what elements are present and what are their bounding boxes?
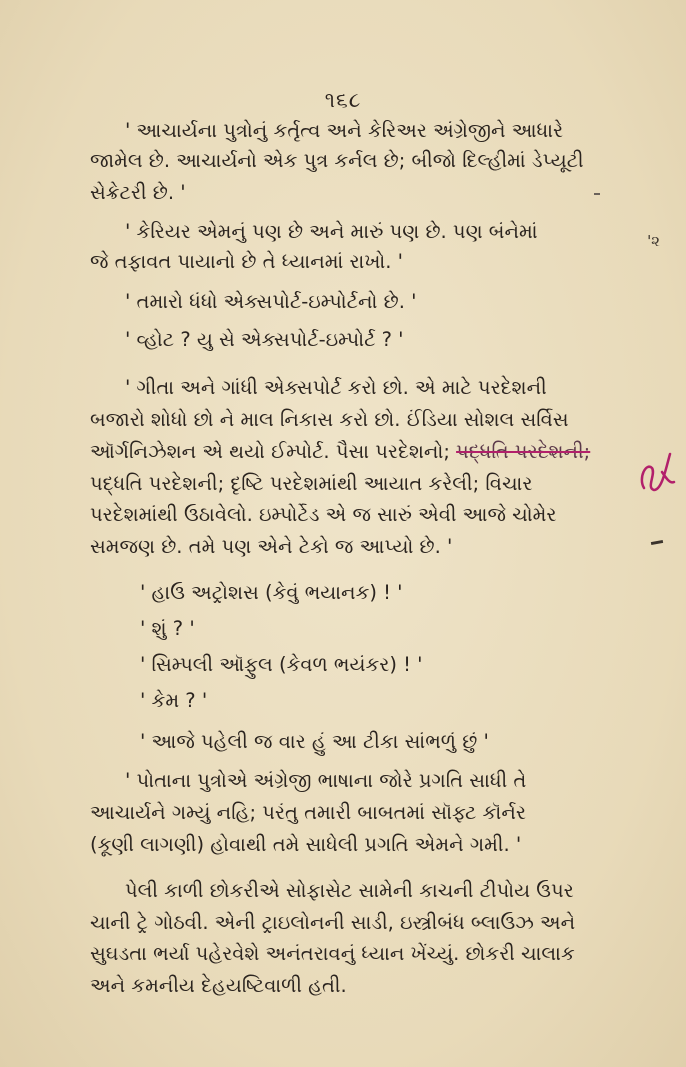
text-line: આચાર્યને ગમ્યું નહિ; પરંતુ તમારી બાબતમાં સૉફ્ટ કૉર્નર xyxy=(90,801,526,824)
text-line: (કૂણી લાગણી) હોવાથી તમે સાધેલી પ્રગતિ એમને ગમી. ' xyxy=(90,833,522,856)
text-line: ' વ્હોટ ? યુ સે એક્સપોર્ટ-ઇમ્પોર્ટ ? ' xyxy=(125,328,404,351)
text-segment: ઑર્ગનિઝેશન એ થયો ઈમ્પોર્ટ. પૈસા પરદેશનો; xyxy=(90,440,457,463)
text-line: સુઘડતા ભર્યા પહેરવેશે અનંતરાવનું ધ્યાન ખેંચ્યું. છોકરી ચાલાક xyxy=(90,942,575,965)
text-line: ' કેરિયર એમનું પણ છે અને મારું પણ છે. પણ બંનેમાં xyxy=(125,220,538,243)
text-line: જે તફાવત પાયાનો છે તે ધ્યાનમાં રાખો. ' xyxy=(90,250,403,273)
text-line: ' આચાર્યના પુત્રોનું કર્તૃત્વ અને કેરિઅર અંગ્રેજીને આધારે xyxy=(125,119,564,142)
text-line: સમજણ છે. તમે પણ એને ટેકો જ આપ્યો છે. ' xyxy=(90,535,453,558)
text-line: ચાની ટ્રે ગોઠવી. એની ટ્રાઇલોનની સાડી, ઇસ્ત્રીબંધ બ્લાઉઝ અને xyxy=(90,911,576,934)
text-line: ' કેમ ? ' xyxy=(140,689,208,712)
text-line: જામેલ છે. આચાર્યનો એક પુત્ર કર્નલ છે; બીજો દિલ્હીમાં ડેપ્યૂટી xyxy=(90,149,584,172)
text-line: ' પોતાના પુત્રોએ અંગ્રેજી ભાષાના જોરે પ્રગતિ સાધી તે xyxy=(125,769,527,792)
handwritten-mark-icon xyxy=(636,448,678,502)
text-line: ' આજે પહેલી જ વાર હું આ ટીકા સાંભળું છું ' xyxy=(140,730,489,753)
text-line: પદ્ધતિ પરદેશની; દૃષ્ટિ પરદેશમાંથી આયાત કરેલી; વિચાર xyxy=(90,472,533,495)
text-line: ' શું ? ' xyxy=(140,617,195,640)
text-line: સેક્રેટરી છે. ' xyxy=(90,181,186,204)
struck-text: પદ્ધતિ પરદેશની; xyxy=(456,440,591,463)
margin-dash-lower xyxy=(651,540,663,545)
text-line: પરદેશમાંથી ઉઠાવેલો. ઇમ્પોર્ટેડ એ જ સારું એવી આજે ચોમેર xyxy=(90,503,557,526)
text-line: પેલી કાળી છોકરીએ સોફાસેટ સામેની કાચની ટીપોય ઉપર xyxy=(125,879,574,902)
text-line xyxy=(90,439,590,465)
text-line: ' સિમ્પલી ઑફુલ (કેવળ ભયંકર) ! ' xyxy=(140,653,423,676)
margin-note: '૨ xyxy=(647,232,660,250)
text-line: ' હાઉ અટ્રોશસ (કેવું ભયાનક) ! ' xyxy=(140,581,403,604)
text-line: ' તમારો ધંધો એક્સપોર્ટ-ઇમ્પોર્ટનો છે. ' xyxy=(125,290,417,313)
text-line: અને કમનીય દેહયષ્ટિવાળી હતી. xyxy=(90,974,347,997)
margin-dash xyxy=(594,193,600,195)
text-line: ' ગીતા અને ગાંધી એક્સપોર્ટ કરો છો. એ માટે પરદેશની xyxy=(125,376,547,399)
text-line: બજારો શોધો છો ને માલ નિકાસ કરો છો. ઈંડિયા સોશલ સર્વિસ xyxy=(90,408,569,431)
page-number: ૧૬૮ xyxy=(324,88,362,112)
